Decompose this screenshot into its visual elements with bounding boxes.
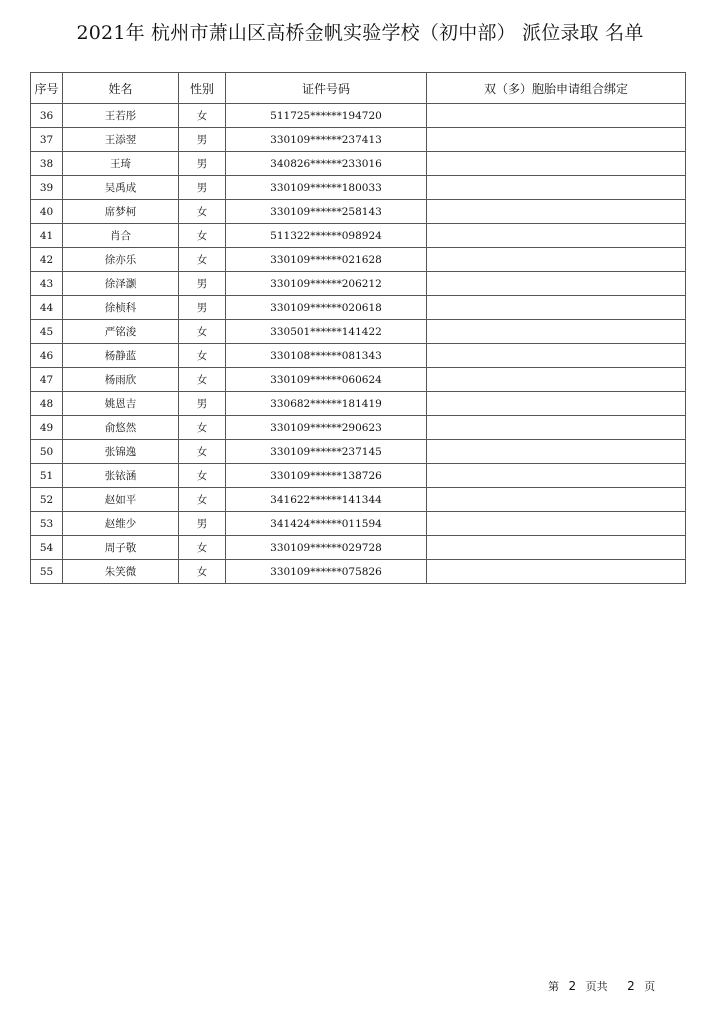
cell-serial: 49 <box>31 416 63 440</box>
cell-id-number: 330109******206212 <box>226 272 427 296</box>
cell-gender: 男 <box>179 128 226 152</box>
cell-serial: 36 <box>31 104 63 128</box>
cell-id-number: 330109******020618 <box>226 296 427 320</box>
cell-name: 吴禹成 <box>63 176 179 200</box>
cell-serial: 48 <box>31 392 63 416</box>
cell-twin-binding <box>427 416 686 440</box>
header-gender: 性别 <box>179 73 226 104</box>
cell-gender: 女 <box>179 200 226 224</box>
cell-serial: 41 <box>31 224 63 248</box>
cell-gender: 女 <box>179 320 226 344</box>
cell-name: 席梦柯 <box>63 200 179 224</box>
cell-gender: 男 <box>179 176 226 200</box>
cell-twin-binding <box>427 272 686 296</box>
cell-gender: 女 <box>179 104 226 128</box>
cell-id-number: 511322******098924 <box>226 224 427 248</box>
table-row <box>31 200 686 224</box>
cell-gender: 女 <box>179 344 226 368</box>
table-row <box>31 392 686 416</box>
cell-id-number: 330109******290623 <box>226 416 427 440</box>
table-row <box>31 512 686 536</box>
cell-name: 王若彤 <box>63 104 179 128</box>
cell-gender: 男 <box>179 392 226 416</box>
cell-id-number: 330501******141422 <box>226 320 427 344</box>
cell-name: 徐桢科 <box>63 296 179 320</box>
cell-twin-binding <box>427 392 686 416</box>
cell-twin-binding <box>427 512 686 536</box>
table-row <box>31 464 686 488</box>
cell-name: 杨雨欣 <box>63 368 179 392</box>
cell-id-number: 330109******075826 <box>226 560 427 584</box>
cell-serial: 46 <box>31 344 63 368</box>
footer-page-prefix: 第 <box>548 980 559 993</box>
cell-gender: 女 <box>179 248 226 272</box>
cell-id-number: 330109******029728 <box>226 536 427 560</box>
footer-page-mid: 页共 <box>585 980 608 993</box>
cell-id-number: 341622******141344 <box>226 488 427 512</box>
cell-name: 张铱涵 <box>63 464 179 488</box>
cell-serial: 45 <box>31 320 63 344</box>
cell-name: 张锦逸 <box>63 440 179 464</box>
table-row <box>31 176 686 200</box>
table-row <box>31 152 686 176</box>
cell-id-number: 330108******081343 <box>226 344 427 368</box>
cell-id-number: 330109******180033 <box>226 176 427 200</box>
table-row <box>31 536 686 560</box>
table-row <box>31 416 686 440</box>
cell-gender: 男 <box>179 152 226 176</box>
cell-twin-binding <box>427 464 686 488</box>
cell-twin-binding <box>427 104 686 128</box>
cell-name: 徐泽灏 <box>63 272 179 296</box>
header-id-number: 证件号码 <box>226 73 427 104</box>
cell-serial: 44 <box>31 296 63 320</box>
cell-twin-binding <box>427 560 686 584</box>
cell-id-number: 330109******237145 <box>226 440 427 464</box>
cell-gender: 女 <box>179 464 226 488</box>
cell-id-number: 330109******021628 <box>226 248 427 272</box>
cell-gender: 男 <box>179 512 226 536</box>
cell-serial: 51 <box>31 464 63 488</box>
cell-gender: 男 <box>179 296 226 320</box>
cell-serial: 55 <box>31 560 63 584</box>
cell-name: 赵如平 <box>63 488 179 512</box>
cell-serial: 53 <box>31 512 63 536</box>
cell-id-number: 330109******060624 <box>226 368 427 392</box>
footer-current-page: 2 <box>568 979 577 993</box>
cell-id-number: 330682******181419 <box>226 392 427 416</box>
table-row <box>31 440 686 464</box>
cell-serial: 50 <box>31 440 63 464</box>
cell-gender: 女 <box>179 224 226 248</box>
cell-serial: 37 <box>31 128 63 152</box>
table-row <box>31 368 686 392</box>
cell-twin-binding <box>427 344 686 368</box>
table-row <box>31 344 686 368</box>
cell-twin-binding <box>427 152 686 176</box>
cell-id-number: 341424******011594 <box>226 512 427 536</box>
table-row <box>31 272 686 296</box>
cell-twin-binding <box>427 224 686 248</box>
cell-gender: 男 <box>179 272 226 296</box>
cell-twin-binding <box>427 440 686 464</box>
cell-serial: 38 <box>31 152 63 176</box>
cell-id-number: 330109******258143 <box>226 200 427 224</box>
header-twin-binding: 双（多）胞胎申请组合绑定 <box>427 73 686 104</box>
cell-serial: 47 <box>31 368 63 392</box>
cell-gender: 女 <box>179 560 226 584</box>
cell-name: 朱笑微 <box>63 560 179 584</box>
table-row <box>31 488 686 512</box>
cell-twin-binding <box>427 200 686 224</box>
footer-total-pages: 2 <box>627 979 635 993</box>
cell-gender: 女 <box>179 488 226 512</box>
cell-serial: 43 <box>31 272 63 296</box>
header-name: 姓名 <box>63 73 179 104</box>
cell-gender: 女 <box>179 416 226 440</box>
cell-twin-binding <box>427 320 686 344</box>
admission-table <box>30 72 686 584</box>
header-serial: 序号 <box>31 73 63 104</box>
cell-twin-binding <box>427 536 686 560</box>
cell-name: 严铭浚 <box>63 320 179 344</box>
cell-gender: 女 <box>179 440 226 464</box>
cell-gender: 女 <box>179 536 226 560</box>
cell-serial: 54 <box>31 536 63 560</box>
cell-gender: 女 <box>179 368 226 392</box>
cell-serial: 52 <box>31 488 63 512</box>
table-row <box>31 560 686 584</box>
cell-twin-binding <box>427 368 686 392</box>
cell-id-number: 330109******237413 <box>226 128 427 152</box>
cell-twin-binding <box>427 488 686 512</box>
cell-name: 俞悠然 <box>63 416 179 440</box>
table-row <box>31 224 686 248</box>
cell-twin-binding <box>427 176 686 200</box>
cell-serial: 40 <box>31 200 63 224</box>
cell-id-number: 340826******233016 <box>226 152 427 176</box>
cell-serial: 39 <box>31 176 63 200</box>
cell-name: 赵维少 <box>63 512 179 536</box>
table-row <box>31 248 686 272</box>
cell-name: 杨静蓝 <box>63 344 179 368</box>
table-row <box>31 320 686 344</box>
table-row <box>31 104 686 128</box>
cell-name: 徐亦乐 <box>63 248 179 272</box>
table-row <box>31 128 686 152</box>
cell-twin-binding <box>427 248 686 272</box>
table-row <box>31 296 686 320</box>
cell-name: 王添翌 <box>63 128 179 152</box>
cell-id-number: 330109******138726 <box>226 464 427 488</box>
cell-name: 姚恩吉 <box>63 392 179 416</box>
cell-name: 周子敬 <box>63 536 179 560</box>
cell-serial: 42 <box>31 248 63 272</box>
page-title: 2021年 杭州市萧山区高桥金帆实验学校（初中部） 派位录取 名单 <box>76 22 644 44</box>
cell-twin-binding <box>427 296 686 320</box>
cell-name: 肖合 <box>63 224 179 248</box>
table-header-row <box>31 73 686 104</box>
cell-twin-binding <box>427 128 686 152</box>
cell-name: 王琦 <box>63 152 179 176</box>
page-footer <box>548 978 655 994</box>
cell-id-number: 511725******194720 <box>226 104 427 128</box>
footer-page-suffix: 页 <box>644 980 656 993</box>
